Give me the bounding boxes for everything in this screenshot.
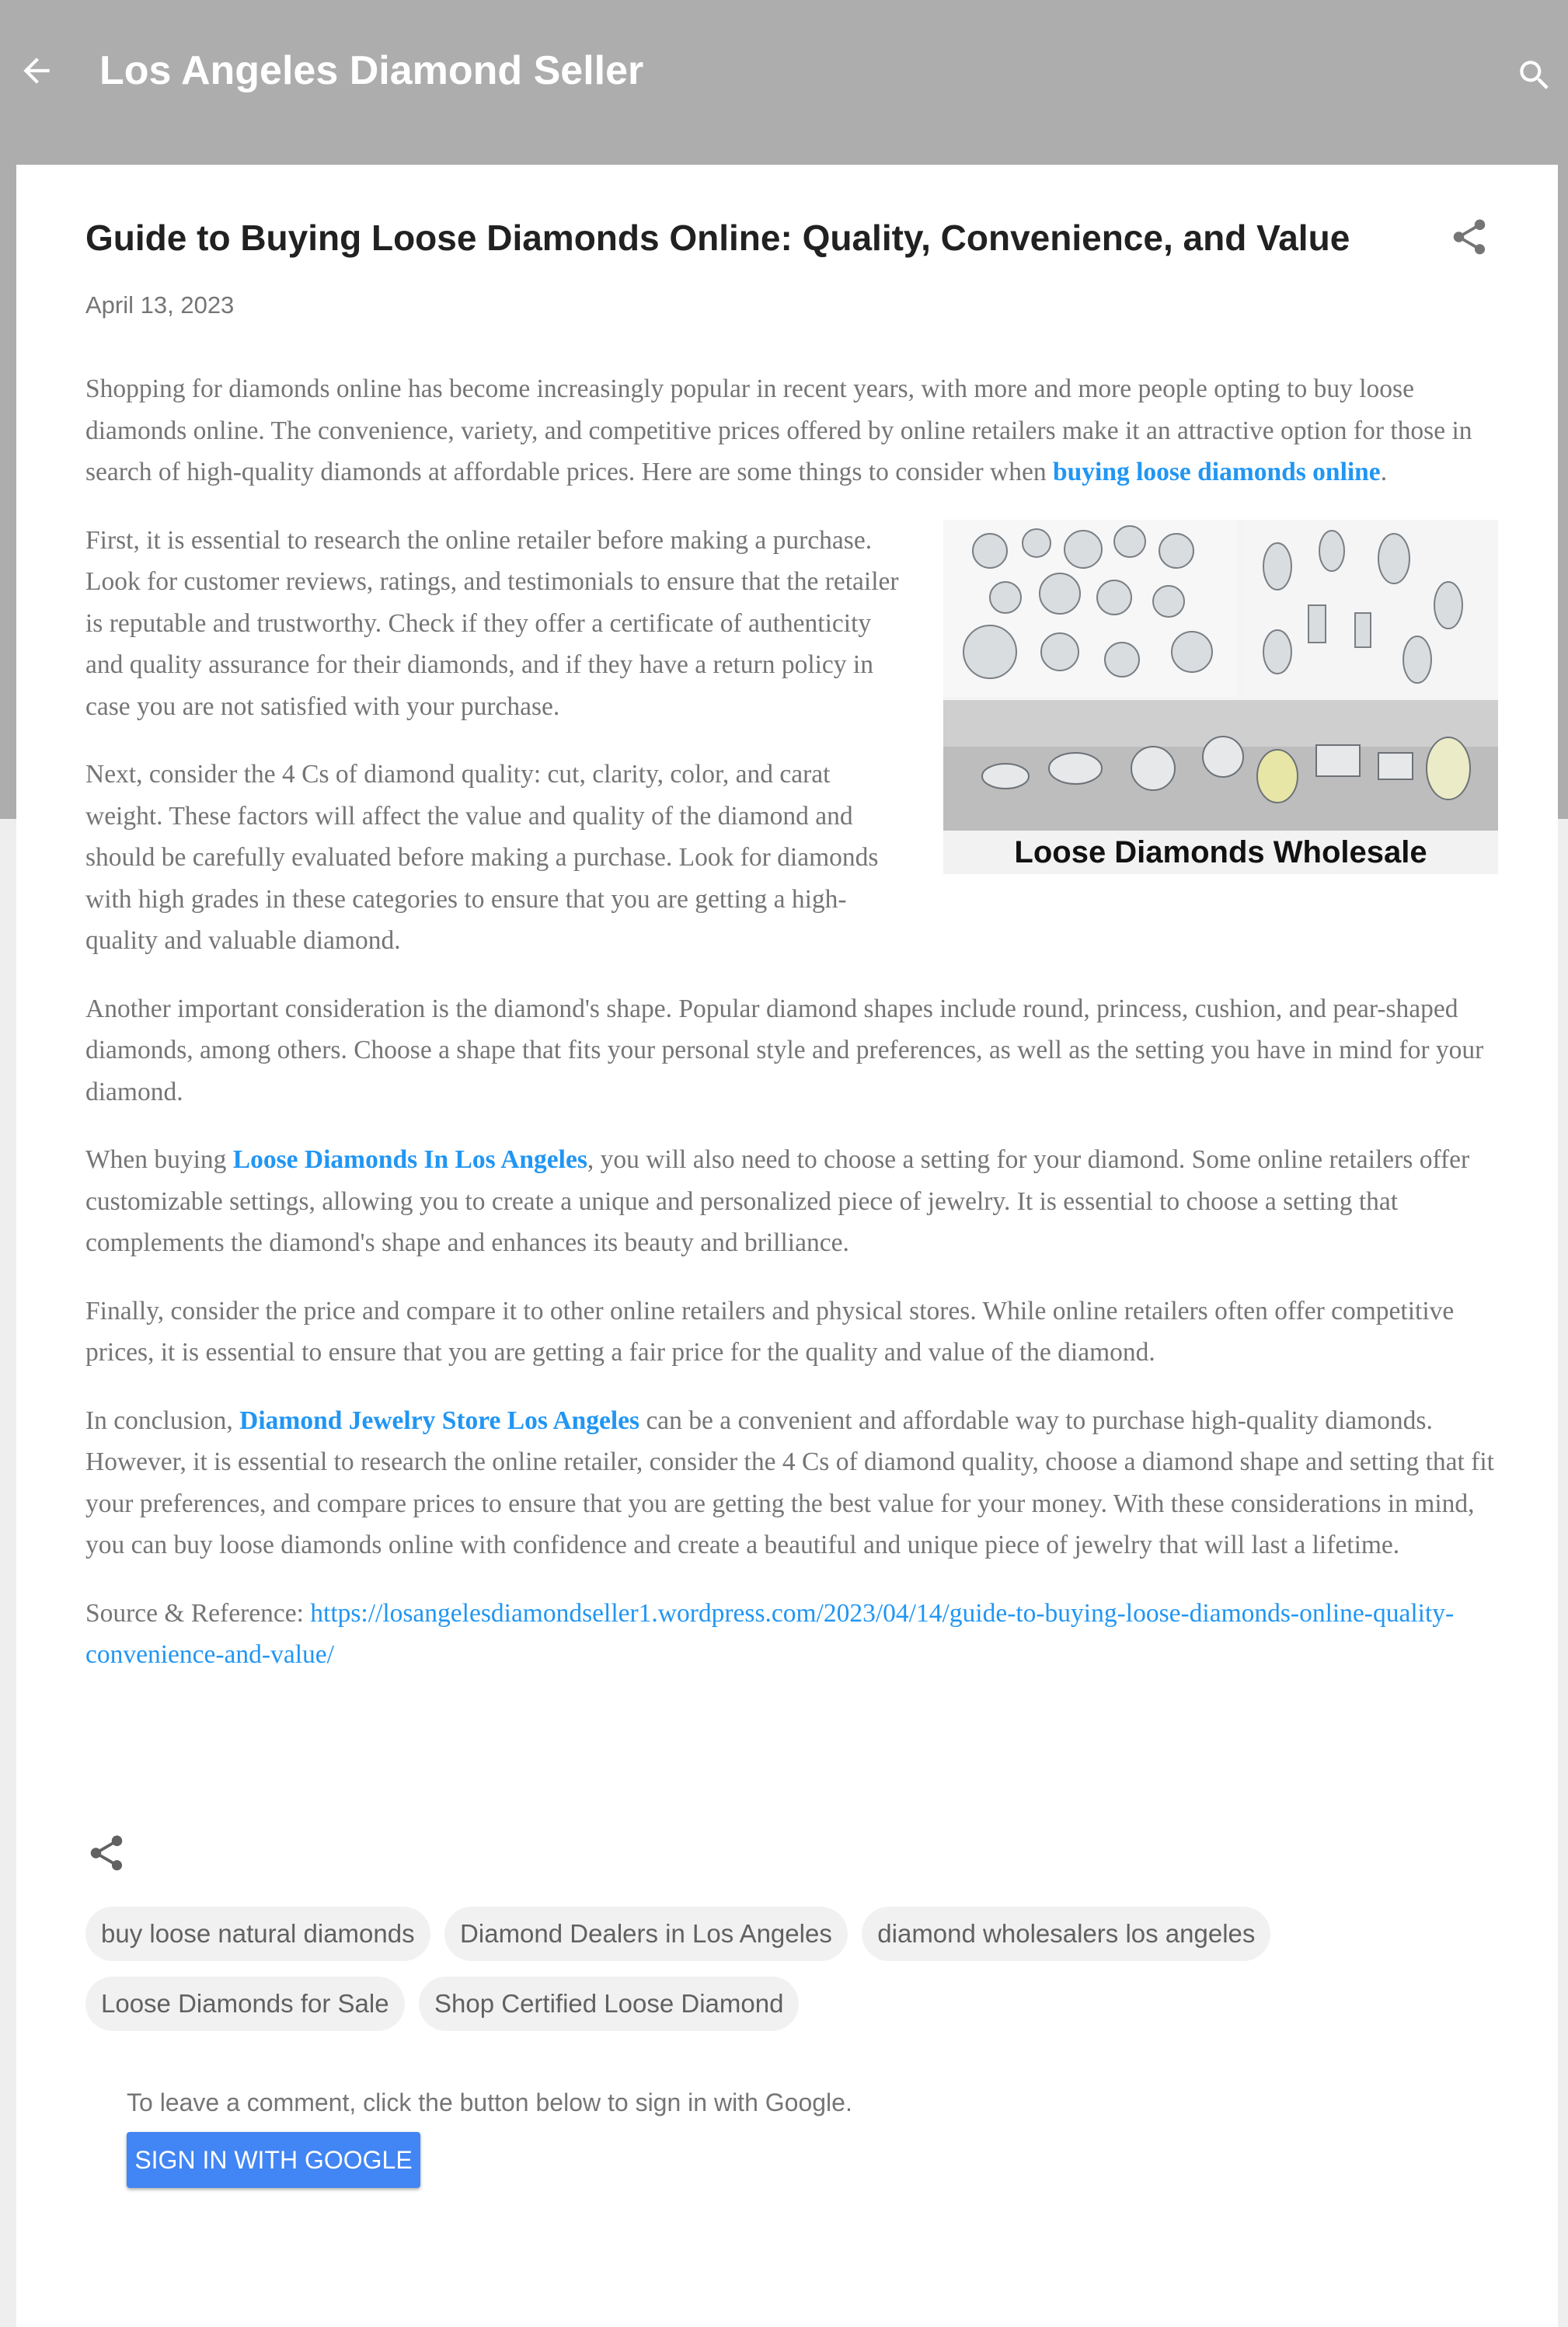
paragraph-conclusion: [85, 1400, 1498, 1566]
paragraph-text: When buying: [85, 1145, 233, 1174]
link-buying-loose-diamonds-online[interactable]: buying loose diamonds online: [1053, 458, 1381, 486]
link-diamond-jewelry-store[interactable]: Diamond Jewelry Store Los Angeles: [239, 1406, 640, 1435]
paragraph-four-cs: Next, consider the 4 Cs of diamond quality: cut, clarity, color, and carat weight. These factors will affect the value and quality of the diamond and should be carefully evaluated before making a purchase. Look for diamonds with high grades in these categories to ensure that you are getting a high-quality and valuable diamond.: [85, 760, 879, 955]
sign-in-with-google-button[interactable]: SIGN IN WITH GOOGLE: [127, 2132, 420, 2188]
share-icon[interactable]: [1448, 216, 1490, 258]
paragraph-intro: [85, 368, 1498, 493]
paragraph-text: Shopping for diamonds online has become increasingly popular in recent years, with more and more people opting to buy loose diamonds online. The convenience, variety, and competitive prices offered by online retailers make it an attractive option for those in search of high-quality diamonds at affordable prices. Here are some things to consider when: [85, 374, 1472, 486]
paragraph-source: [85, 1593, 1498, 1676]
paragraph-shape: Another important consideration is the diamond's shape. Popular diamond shapes include round, princess, cushion, and pear-shaped diamonds, among others. Choose a shape that fits your personal style and preferences, as well as the setting you have in mind for your diamond.: [85, 994, 1484, 1106]
search-icon[interactable]: [1515, 56, 1554, 95]
paragraph-setting: [85, 1139, 1498, 1264]
link-loose-diamonds-in-los-angeles[interactable]: Loose Diamonds In Los Angeles: [232, 1145, 587, 1174]
paragraph-text: In conclusion,: [85, 1406, 240, 1435]
loose-diamonds-image[interactable]: [943, 520, 1498, 874]
post-card: [16, 165, 1558, 2327]
paragraph-price: Finally, consider the price and compare it to other online retailers and physical stores. While online retailers often offer competitive prices, it is essential to ensure that you are getting a fair price for the quality and value of the diamond.: [85, 1296, 1455, 1367]
label-chip[interactable]: Diamond Dealers in Los Angeles: [444, 1907, 848, 1961]
paragraph-research: First, it is essential to research the online retailer before making a purchase. Look for customer reviews, ratings, and testimonials to ensure that the retailer is reputable and trustworthy. Check if they offer a certificate of authenticity and quality assurance for their diamonds, and if they have a return policy in case you are not satisfied with your purchase.: [85, 525, 899, 721]
label-chip[interactable]: Loose Diamonds for Sale: [85, 1977, 405, 2031]
label-chip[interactable]: buy loose natural diamonds: [85, 1907, 430, 1961]
post-labels: [85, 1907, 1507, 2047]
source-label: Source & Reference:: [85, 1598, 311, 1628]
paragraph-text: , you will also need to choose a setting for your diamond. Some online retailers offer customizable settings, allowing you to create a unique and personalized piece of jewelry. It is essential to choose a setting that complements the diamond's shape and enhances its beauty and brilliance.: [85, 1145, 1470, 1257]
post-body: [85, 368, 1498, 1702]
label-chip[interactable]: Shop Certified Loose Diamond: [419, 1977, 799, 2031]
share-icon[interactable]: [85, 1832, 127, 1874]
blog-title[interactable]: Los Angeles Diamond Seller: [99, 48, 644, 93]
comment-prompt: To leave a comment, click the button below to sign in with Google.: [127, 2088, 852, 2116]
paragraph-text: can be a convenient and affordable way to purchase high-quality diamonds. However, it is essential to research the online retailer, consider the 4 Cs of diamond quality, choose a diamond shape and setting that fit your preferences, and compare prices to ensure that you are getting the best value for your money. With these considerations in mind, you can buy loose diamonds online with confidence and create a beautiful and unique piece of jewelry that will last a lifetime.: [85, 1406, 1494, 1559]
arrow-left-icon[interactable]: [17, 51, 56, 90]
label-chip[interactable]: diamond wholesalers los angeles: [862, 1907, 1270, 1961]
paragraph-text: .: [1380, 458, 1388, 486]
post-title: Guide to Buying Loose Diamonds Online: Quality, Convenience, and Value: [85, 218, 1350, 258]
link-source-reference[interactable]: https://losangelesdiamondseller1.wordpress.com/2023/04/14/guide-to-buying-loose-diamonds-online-quality-convenience-and-value/: [85, 1598, 1455, 1669]
diamonds-photo: [943, 520, 1498, 874]
image-caption: Loose Diamonds Wholesale: [943, 831, 1498, 874]
post-date: April 13, 2023: [85, 291, 235, 319]
top-app-bar: [0, 0, 1568, 143]
